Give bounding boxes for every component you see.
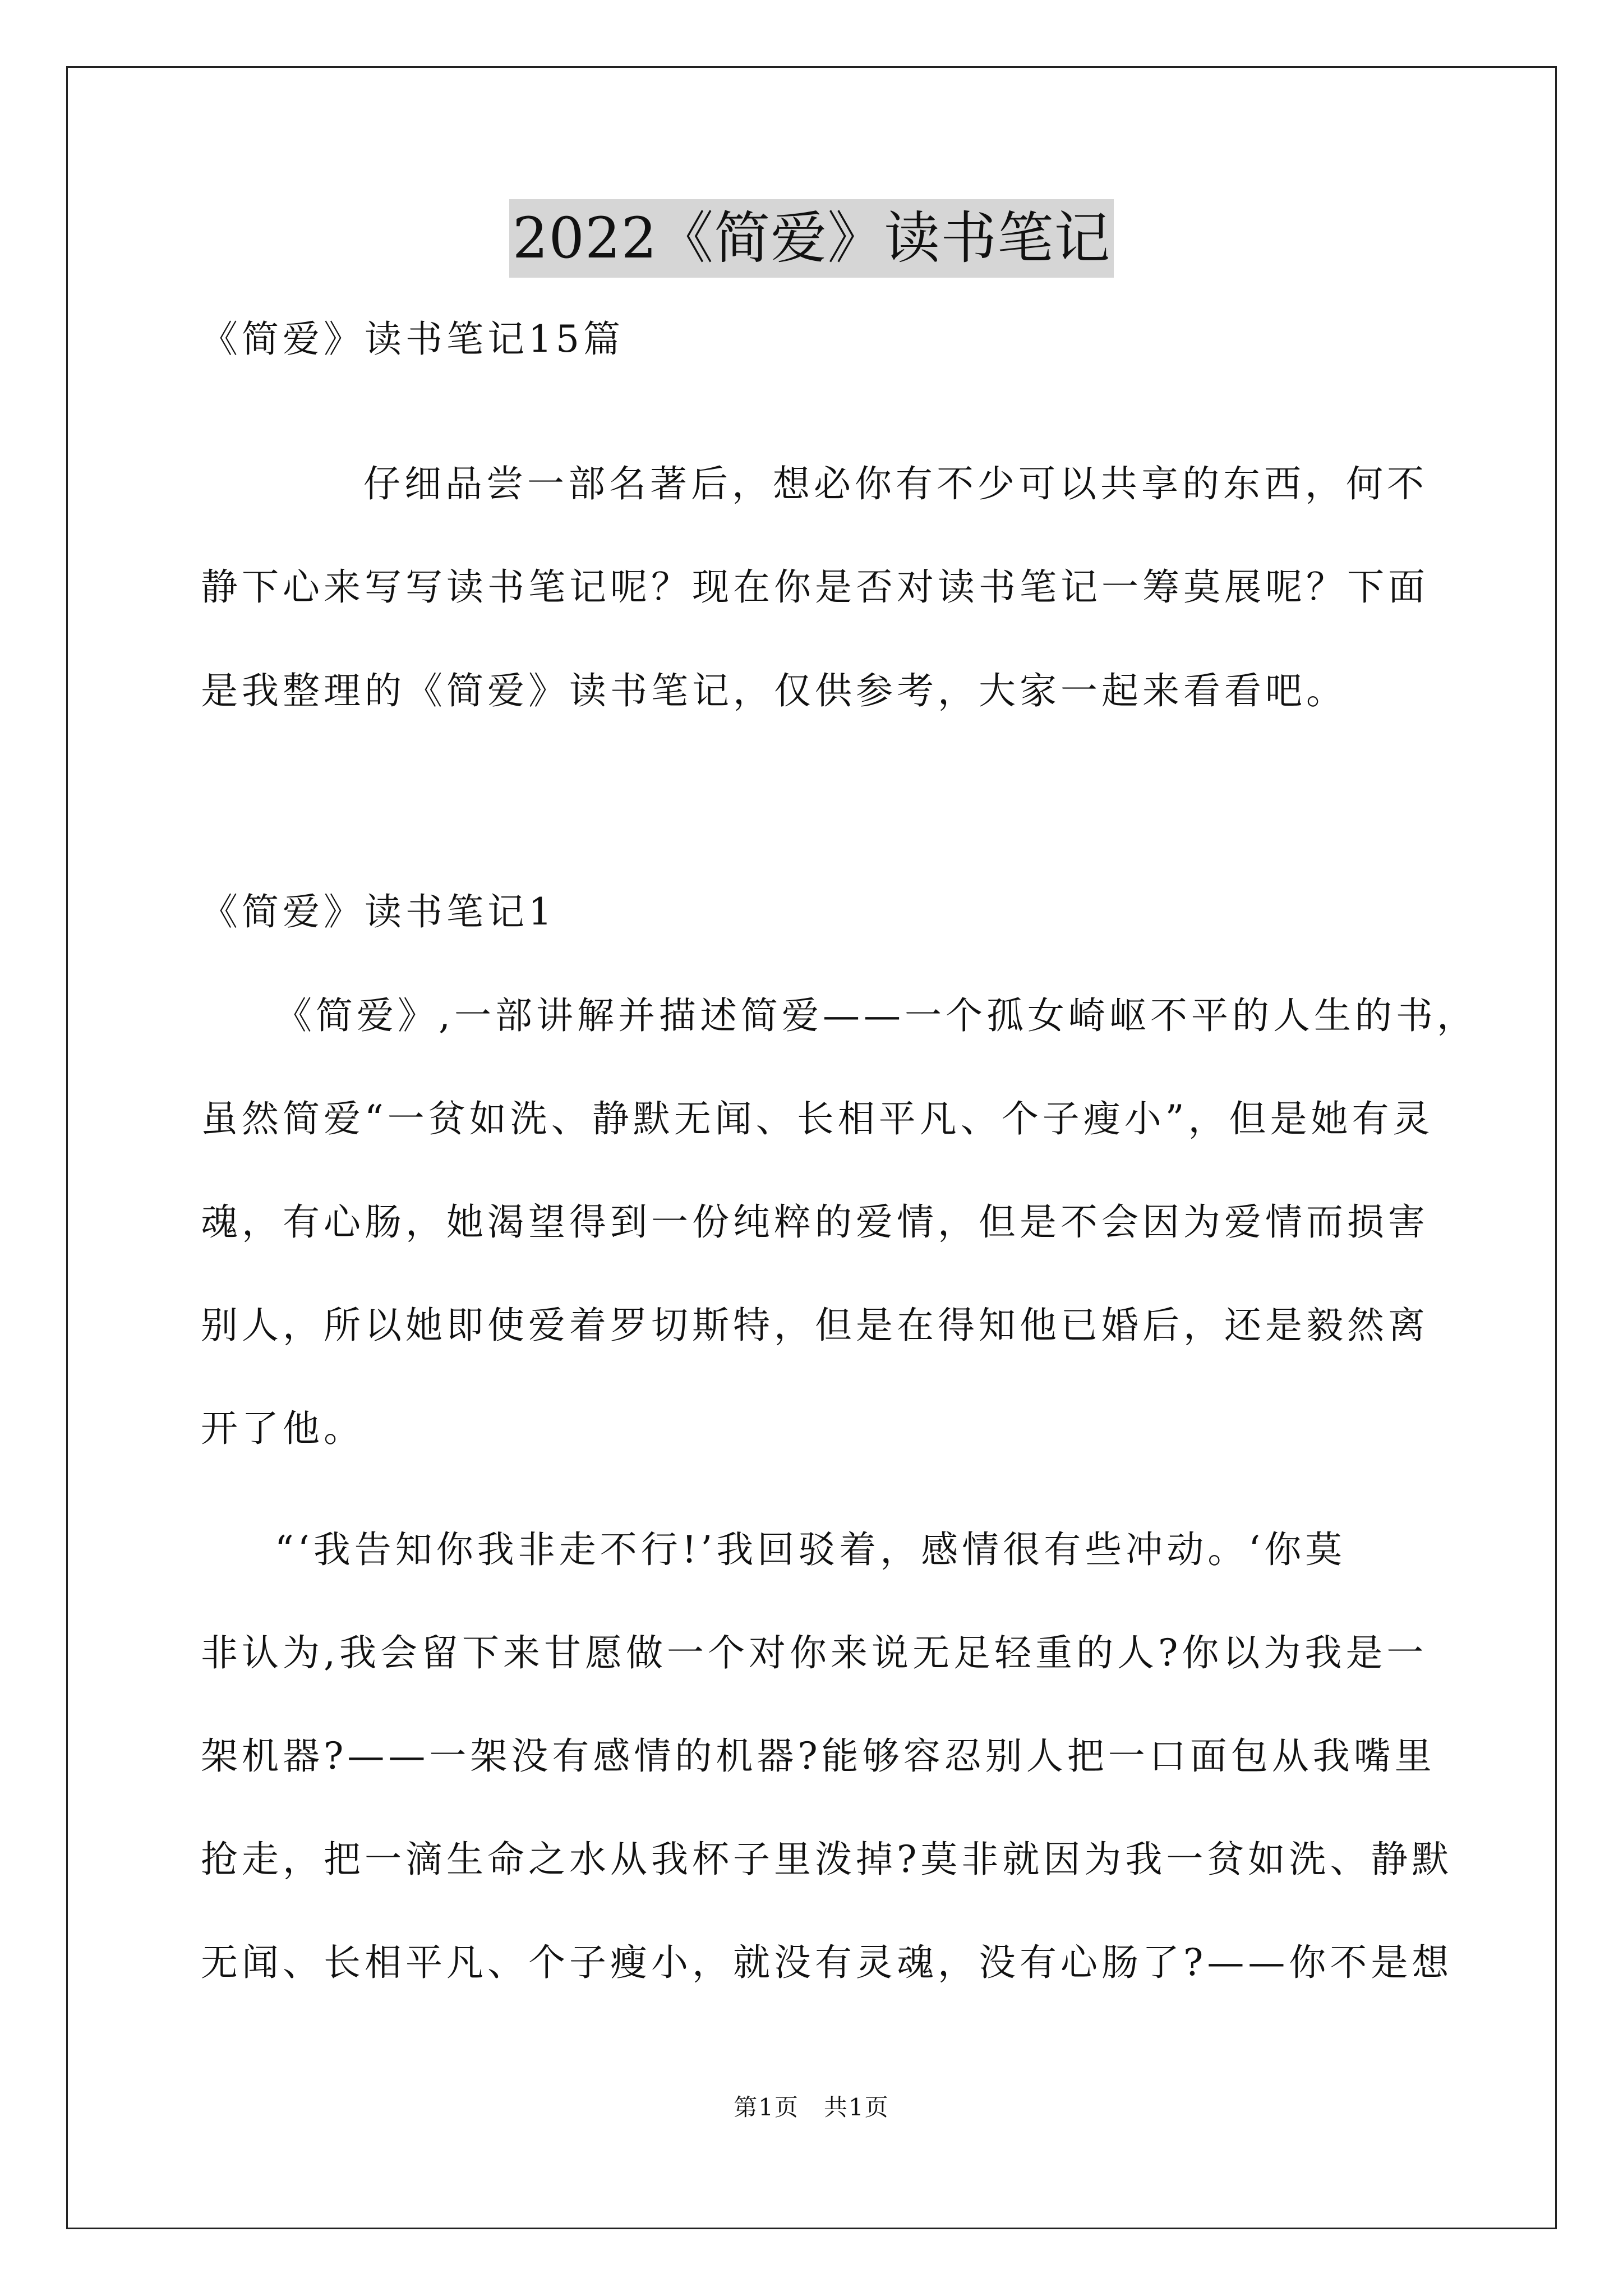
- para2-line-4: 抢走，把一滴生命之水从我杯子里泼掉?莫非就因为我一贫如洗、静默: [201, 1838, 1453, 1881]
- intro-line-3: 是我整理的《简爱》读书笔记，仅供参考，大家一起来看看吧。: [201, 669, 1347, 712]
- document-subtitle: 《简爱》读书笔记15篇: [201, 318, 624, 361]
- para2-line-1: “‘我告知你我非走不行!’我回驳着，感情很有些冲动。‘你莫: [275, 1528, 1347, 1571]
- para2-line-3: 架机器?——一架没有感情的机器?能够容忍别人把一口面包从我嘴里: [201, 1734, 1436, 1778]
- page-footer: 第1页 共1页: [734, 2093, 889, 2121]
- para2-line-2: 非认为,我会留下来甘愿做一个对你来说无足轻重的人?你以为我是一: [201, 1631, 1428, 1674]
- para1-line-1: 《简爱》,一部讲解并描述简爱——一个孤女崎岖不平的人生的书，: [275, 994, 1478, 1037]
- document-title: 2022《简爱》读书笔记: [509, 199, 1114, 278]
- para1-line-2: 虽然简爱“一贫如洗、静默无闻、长相平凡、个子瘦小”，但是她有灵: [201, 1097, 1434, 1140]
- page-border: [66, 66, 1557, 2229]
- intro-line-2: 静下心来写写读书笔记呢？现在你是否对读书笔记一筹莫展呢？下面: [201, 565, 1429, 609]
- para1-line-4: 别人，所以她即使爱着罗切斯特，但是在得知他已婚后，还是毅然离: [201, 1304, 1429, 1347]
- para2-line-5: 无闻、长相平凡、个子瘦小，就没有灵魂，没有心肠了?——你不是想: [201, 1941, 1453, 1984]
- para1-line-3: 魂，有心肠，她渴望得到一份纯粹的爱情，但是不会因为爱情而损害: [201, 1200, 1429, 1244]
- intro-line-1: 仔细品尝一部名著后，想必你有不少可以共享的东西，何不: [363, 462, 1428, 505]
- section-heading: 《简爱》读书笔记1: [201, 890, 556, 933]
- title-container: [0, 199, 1623, 278]
- para1-line-5: 开了他。: [201, 1407, 365, 1450]
